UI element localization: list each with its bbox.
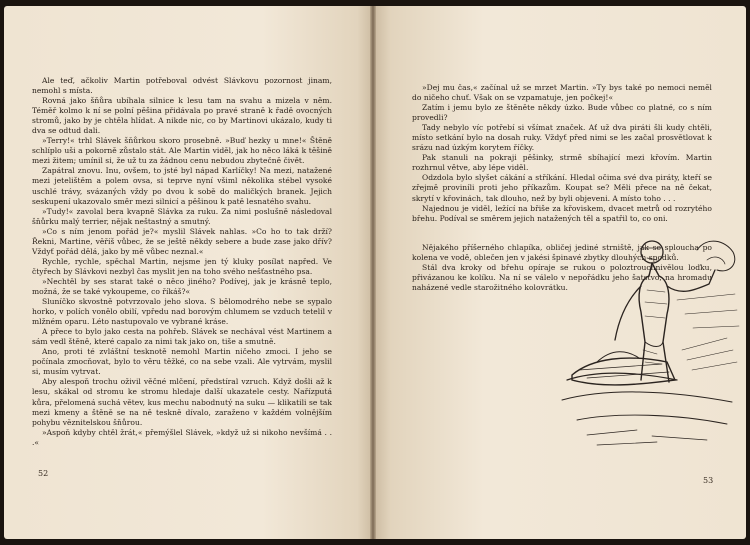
- right-page-number: 53: [703, 476, 714, 485]
- paragraph: »Aspoň kdyby chtěl žrát,« přemýšlel Slávek, »když už si nikoho nevšímá . . .«: [32, 427, 332, 447]
- paragraph: Zapátral znovu. Inu, ovšem, to jsté byl nápad Karlíčky! Na mezi, natažené mezi jetelištěm a polem ovsa, si teprve nyní všiml několika stébel vysoké uschlé trávy, svázaných vždy po dvou k sobě do maličkých branek. Jejich seskupení ukazovalo směr mezi silnicí a pěšinou k patě lesnatého svahu.: [32, 166, 332, 206]
- paragraph: »Tudy!« zavolal bera kvapně Slávka za ruku. Za nimi poslušně následoval šňůrku malý terrier, nějak neštastný a smutný.: [32, 206, 332, 226]
- paragraph: Ano, proti té zvláštní tesknotě nemohl Martin ničeho zmoci. I jeho se počínala zmocňovat, bylo to věru těžké, co na sebe vzali. Ale vytrvám, myslil si, musím vytrvat.: [32, 347, 332, 377]
- left-page: [4, 6, 372, 539]
- paragraph: Nějakého příšerného chlapíka, obličej jediné strniště, jak se sploucha po kolena ve vodě, oblečen jen v jakési špinavé zbytky dlouhých spodků.: [412, 243, 712, 263]
- paragraph: A přece to bylo jako cesta na pohřeb. Slávek se nechával vést Martinem a sám vedl štěně, které capalo za nimi tak jako on, tiše a smutně.: [32, 327, 332, 347]
- paragraph: Stál dva kroky od břehu opíraje se rukou o poloztrouchnivělou loďku, přivázanou ke kolíku. Na ní se válelo v nepořádku jeho šatstvo, na hromadu naházené vedle starožitného kolovrátku.: [412, 263, 712, 293]
- right-page-text: [412, 83, 712, 224]
- paragraph: Zatím i jemu bylo ze štěněte někdy úzko. Bude vůbec co platné, co s ním provedli?: [412, 103, 712, 123]
- paragraph: Ale teď, ačkoliv Martin potřeboval odvést Slávkovu pozornost jinam, nemohl s místa.: [32, 76, 332, 96]
- right-page: [372, 6, 746, 539]
- paragraph: Najednou je viděl, ležící na břiše za křoviskem, dvacet metrů od rozrytého břehu. Podíval se směrem jejich natažených těl a spatřil to, co oni.: [412, 203, 712, 223]
- left-page-number: 52: [38, 469, 49, 478]
- paragraph: Aby alespoň trochu oživil věčné mlčení, předstíral vzruch. Když došli až k lesu, skákal od stromu ke stromu hledaje další ukazatele cesty. Nařízputá kůra, přelomená suchá větev, kus mechu nabodnutý na suku — klikatili se tak mezi kmeny a štěně se na ně teskně dívalo, zaraženo v každém volnějším pohybu věznitelskou šňůrou.: [32, 377, 332, 427]
- paragraph: Sluníčko skvostně potvrzovalo jeho slova. S bělomodrého nebe se sypalo horko, v polích vonělo obilí, vpředu nad borovým chlumem se vzduch tetelil v mlžném oparu. Léto nastupovalo ve vybrané kráse.: [32, 297, 332, 327]
- paragraph: »Dej mu čas,« začínal už se mrzet Martin. »Ty bys také po nemoci neměl do ničeho chuť. Však on se vzpamatuje, jen počkej!«: [412, 83, 712, 103]
- paragraph: Rychle, rychle, spěchal Martin, nejsme jen tý kluky posílat napřed. Ve čtyřech by Slávkovi nezbyl čas myslit jen na toho svého nešťastného psa.: [32, 256, 332, 276]
- paragraph: Pak stanuli na pokraji pěšinky, strmě sbíhající mezi křovím. Martin rozhrnul větve, aby lépe viděl.: [412, 153, 712, 173]
- ink-sketch-man-in-river-icon: [557, 230, 742, 462]
- paragraph: Tady nebylo víc potřebí si všímat značek. Ať už dva piráti šli kudy chtěli, místo setkání bylo na dosah ruky. Vždyť před nimi se les začal prosvětlovat k srázu nad úzkým korytem říčky.: [412, 123, 712, 153]
- paragraph: Rovná jako šňůra ubíhala silnice k lesu tam na svahu a mizela v něm. Téměř kolmo k ní se polní pěšina přidávala po pravé straně k řadě ovocných stromů, jako by je chtěla hlídat. A nikde nic, co by Martinovi ukázalo, kudy ti dva se odtud dali.: [32, 96, 332, 136]
- book-spread: [4, 6, 746, 539]
- paragraph: Odzdola bylo slyšet cákání a stříkání. Hledal očima své dva piráty, kteří se zřejmě proviníli proti jeho příkazům. Koupat se? Měli přece na ně čekat, skrytí v křovinách, tak dlouho, než by byli objeveni. A místo toho . . .: [412, 173, 712, 203]
- paragraph: »Nechtěl by ses starat také o něco jiného? Podívej, jak je krásně teplo, možná, že se také vykoupeme, co říkáš?«: [32, 276, 332, 296]
- paragraph: »Terry!« trhl Slávek šňůrkou skoro prosebně. »Buď hezky u mne!« Štěně schlíplo uši a pokorně zůstalo stát. Ale Martin viděl, jak ho něco láká k těšině mezi žitem; umínil si, že už tu za žádnou cenu nebudou zbytečně čivět.: [32, 136, 332, 166]
- book-gutter: [370, 6, 376, 539]
- left-page-text: [32, 76, 332, 448]
- paragraph: »Co s ním jenom pořád je?« myslil Slávek nahlas. »Co ho to tak drží? Řekni, Martine, věříš vůbec, že se ještě někdy sebere a bude zase jako dřív? Vždyť pořád dělá, jako by mě vůbec neznal.«: [32, 226, 332, 256]
